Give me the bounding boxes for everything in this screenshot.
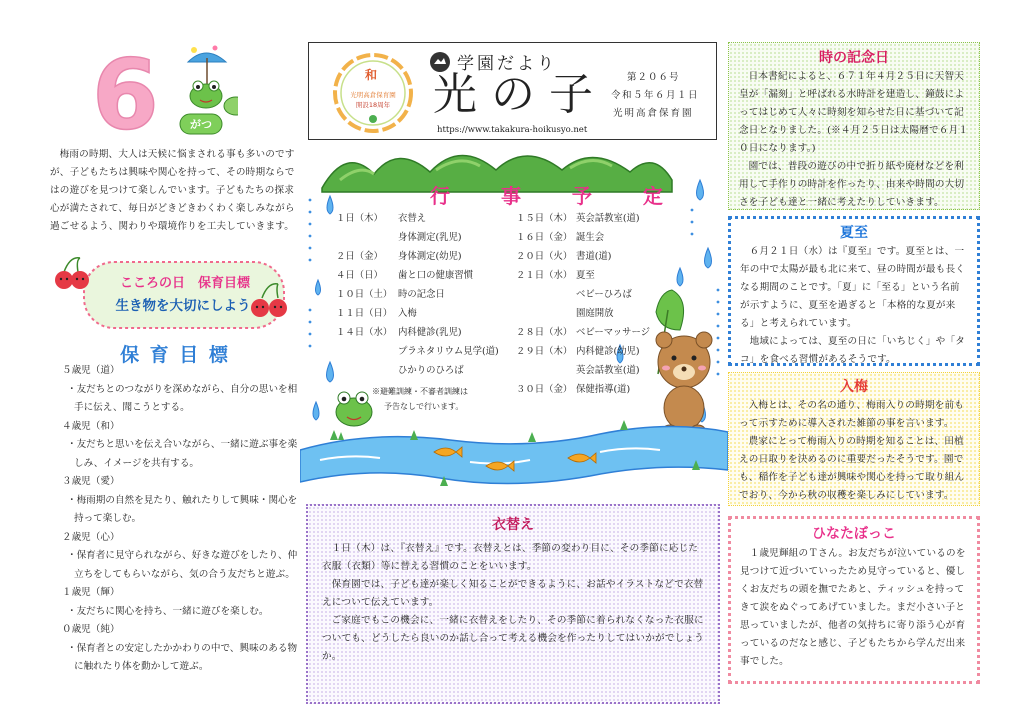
schedule-event: 誕生会 [576,232,605,243]
schedule-note: ※避難訓練・不審者訓練は [372,387,468,396]
schedule-event: 歯と口の健康習慣 [398,270,474,281]
koromogae-box [306,504,720,704]
schedule-day: １５日（木） [516,213,573,224]
goals-title: 保 育 目 標 [120,344,230,366]
goal-age: １歳児（輝） [62,587,120,598]
schedule-day: ２８日（水） [516,327,573,338]
masthead-subtitle: 学園だより [457,54,557,74]
koromogae-title: 衣替え [492,517,534,533]
schedule-note: 予告なしで行います。 [384,402,464,411]
goal-text: ・保育者との安定したかかわりの中で、興味のある物に触れたり体を動かして遊ぶ。 [67,642,298,672]
koromogae-p2: 保育園では、子ども達が楽しく知ることができるように、お話やイラストなどで衣替えについて伝えています。 [322,579,704,608]
schedule-day: １日（木） [336,213,383,224]
goal-text: ・保育者に見守られながら、好きな遊びをしたり、仲立ちをしてもらいながら、気の合う友だちと遊ぶ。 [67,550,298,580]
schedule-day: ４日（日） [336,270,383,281]
geshi-title: 夏至 [840,225,868,241]
hinata-box [728,516,980,684]
schedule-title: 行 事 予 定 [430,184,685,208]
schedule-event: 保健指導(道) [576,384,631,395]
month-number: 6 [92,40,159,140]
schedule-day: １４日（水） [336,327,393,338]
nyubai-title: 入梅 [840,379,868,395]
toki-box [728,42,980,210]
nyubai-box [728,372,980,506]
schedule-event: 衣替え [398,213,427,224]
logo-line2: 開設18周年 [355,101,391,109]
org-name: 光明高倉保育園 [613,108,694,119]
toki-title: 時の記念日 [819,50,889,66]
cherry-banner-frame [48,250,298,336]
schedule-day: １０日（土） [336,289,393,300]
schedule-event: ベビーマッサージ [576,327,651,338]
masthead-title: 光の子 [433,69,607,120]
month-label: がつ [190,118,212,131]
schedule-right [516,212,686,432]
schedule-day: ２１日（水） [516,270,573,281]
schedule-event: 身体測定(乳児) [398,232,462,243]
kokoro-banner [48,250,298,336]
goal-age: ２歳児（心） [62,531,120,543]
goal-age: ４歳児（和） [62,420,120,432]
schedule-event: 園庭開放 [576,308,614,319]
school-logo [331,51,415,135]
schedule-event: 入梅 [398,308,417,319]
schedule-day: ２日（金） [336,251,383,262]
intro-text: 梅雨の時期、大人は天候に悩まされる事も多いのですが、子どもたちは興味や関心を持って、その時期ならではの遊びを見つけて楽しんでいます。子どもたちの探求心が満たされて、毎日がどきどきわくわく楽しみながら過ごせるよう、関わりや環境作りを工夫していきます。 [50,149,295,232]
schedule-event: 内科健診(乳児) [398,327,462,338]
schedule-day: ２０日（火） [516,251,573,262]
nyubai-p2: 農家にとって梅雨入りの時期を知ることは、田植えの日取りを決めるのに重要だったそうです。園でも、稲作を子ども達が興味や関心を持って取り組んでおり、今から秋の収穫を楽しみにしています。 [739,436,965,501]
goal-text: ・友だちと思いを伝え合いながら、一緒に遊ぶ事を楽しみ、イメージを共有する。 [67,439,298,469]
hinata-title: ひなたぼっこ [812,526,896,542]
schedule-day: ２９日（木） [516,346,573,357]
schedule-event: ひかりのひろば [398,365,464,376]
masthead-url: https://www.takakura-hoikusyo.net [437,125,588,135]
toki-p2: 園では、普段の遊びの中で折り紙や廃材などを利用して手作りの時計を作ったり、由来や時間の大切さを子ども達と一緒に考えたりしていきます。 [739,161,965,208]
schedule-event: 身体測定(幼児) [398,251,462,262]
schedule-day: ３０日（金） [516,384,573,395]
geshi-box [728,216,980,366]
nyubai-p1: 入梅とは、その名の通り、梅雨入りの時期を前もって示すために導入された雑節の事を言います。 [739,400,965,429]
geshi-p1: ６月２１日（水）は『夏至』です。夏至とは、一年の中で太陽が最も北に来て、昼の時間が最も長くなる期間のことです。「夏」に「至る」という名前が示すように、夏至を過ぎると「本格的な夏が来る」と考えられています。 [740,246,966,329]
issue-number: 第２０６号 [627,72,680,83]
issue-date: 令和５年６月１日 [611,90,700,101]
goal-text: ・梅雨期の自然を見たり、触れたりして興味・関心を持って楽しむ。 [67,494,298,524]
koromogae-p1: １日（木）は、『衣替え』です。衣替えとは、季節の変わり目に、その季節に応じた衣服（衣類）等に替える習慣のことをいいます。 [322,543,699,572]
koromogae-p3: ご家庭でもこの機会に、一緒に衣替えをしたり、その季節に着られなくなった衣服についても、どうしたら良いのか話し合って考える機会を作ったりしてはいかがでしょうか。 [322,615,704,662]
schedule-event: 時の記念日 [398,289,445,300]
goal-text: ・友だちに関心を持ち、一緒に遊びを楽しむ。 [67,605,269,617]
schedule-event: ベビーひろば [576,289,632,300]
logo-char: 和 [365,68,378,82]
schedule-event: 英会話教室(道) [576,365,640,376]
schedule-event: 英会話教室(道) [576,213,640,224]
kokoro-line1: こころの日 保育目標 [119,276,250,291]
goal-age: ５歳児（道） [62,365,120,376]
schedule-day: １６日（金） [516,232,573,243]
schedule-event: 夏至 [576,270,595,281]
goal-age: ０歳児（純） [62,624,120,635]
hinata-p1: １歳児輝組のＴさん。お友だちが泣いているのを見つけて近づいていったため見守っていると、優しくお友だちの頭を撫でたあと、ティッシュを持ってきて涙をぬぐってあげていました。まだ小さい子と思っていましたが、他者の気持ちに寄り添う心が育っているのだなと感じ、子どもたちから学んだ出来事でした。 [740,548,966,667]
geshi-p2: 地域によっては、夏至の日に「いちじく」や「タコ」を食べる習慣があるそうです。 [740,336,966,365]
schedule-left [336,212,516,432]
goal-text: ・友だちとのつながりを深めながら、自分の思いを相手に伝え、聞こうとする。 [67,383,298,413]
toki-p1: 日本書紀によると、６７１年４月２５日に天智天皇が「漏刻」と呼ばれる水時計を建造し、鐘鼓によってはじめて人々に時刻を知らせた日に基づいて記念日となりました。(※４月２５日は太陽暦で６月１０日になります。) [739,71,969,154]
schedule-event: プラネタリウム見学(道) [398,346,499,357]
schedule-event: 内科健診(幼児) [576,346,640,357]
month-badge [88,40,238,140]
kokoro-line2: 生き物を大切にしよう [115,298,251,314]
frog-umbrella-illustration [88,40,238,140]
goals-list [62,362,298,677]
schedule-day: １１日（日） [336,308,393,319]
masthead [308,42,717,140]
schedule-event: 書道(道) [576,251,612,262]
goal-age: ３歳児（愛） [62,476,120,487]
logo-line1: 光明高倉保育園 [350,91,396,99]
